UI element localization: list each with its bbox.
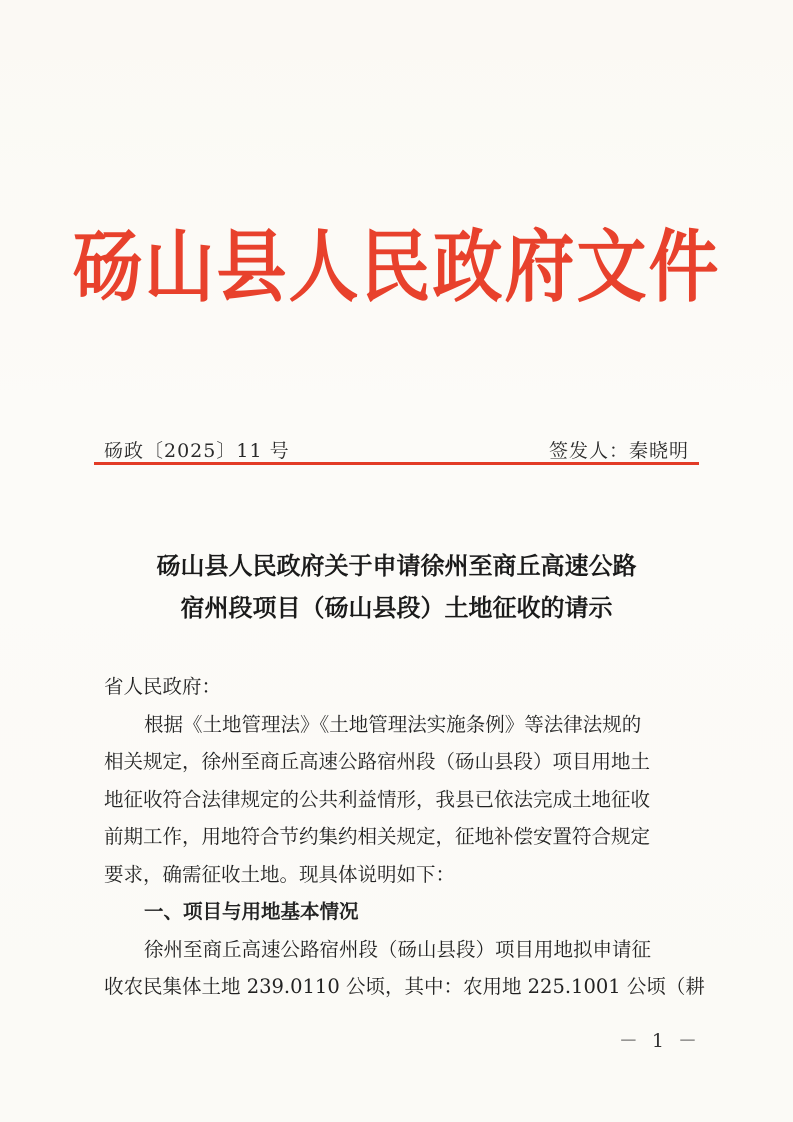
document-title	[0, 545, 793, 629]
document-number: 砀政〔2025〕11 号	[104, 440, 290, 462]
paragraph-1-line-4: 前期工作，用地符合节约集约相关规定，征地补偿安置符合规定	[104, 825, 651, 848]
issuing-organization-title: 砀山县人民政府文件	[72, 220, 721, 314]
paragraph-2-line-2: 收农民集体土地 239.0110 公顷，其中：农用地 225.1001 公顷（耕	[104, 975, 705, 998]
paragraph-1-line-1: 根据《土地管理法》《土地管理法实施条例》等法律法规的	[144, 712, 642, 736]
paragraph-1-line-3: 地征收符合法律规定的公共利益情形，我县已依法完成土地征收	[104, 787, 651, 811]
page-number: － 1 －	[618, 1030, 701, 1052]
paragraph-1-line-2: 相关规定，徐州至商丘高速公路宿州段（砀山县段）项目用地土	[104, 750, 651, 773]
paragraph-1-line-5: 要求，确需征收土地。现具体说明如下：	[104, 862, 456, 886]
document-title-line-2: 宿州段项目（砀山县段）土地征收的请示	[180, 593, 613, 622]
signer-line: 签发人：秦晓明	[548, 440, 689, 462]
section-1-heading: 一、项目与用地基本情况	[144, 900, 359, 923]
document-body	[104, 668, 705, 1006]
red-separator-rule	[94, 462, 699, 465]
salutation: 省人民政府：	[104, 675, 222, 698]
document-title-line-1: 砀山县人民政府关于申请徐州至商丘高速公路	[156, 551, 637, 580]
paragraph-2-line-1: 徐州至商丘高速公路宿州段（砀山县段）项目用地拟申请征	[144, 937, 652, 961]
